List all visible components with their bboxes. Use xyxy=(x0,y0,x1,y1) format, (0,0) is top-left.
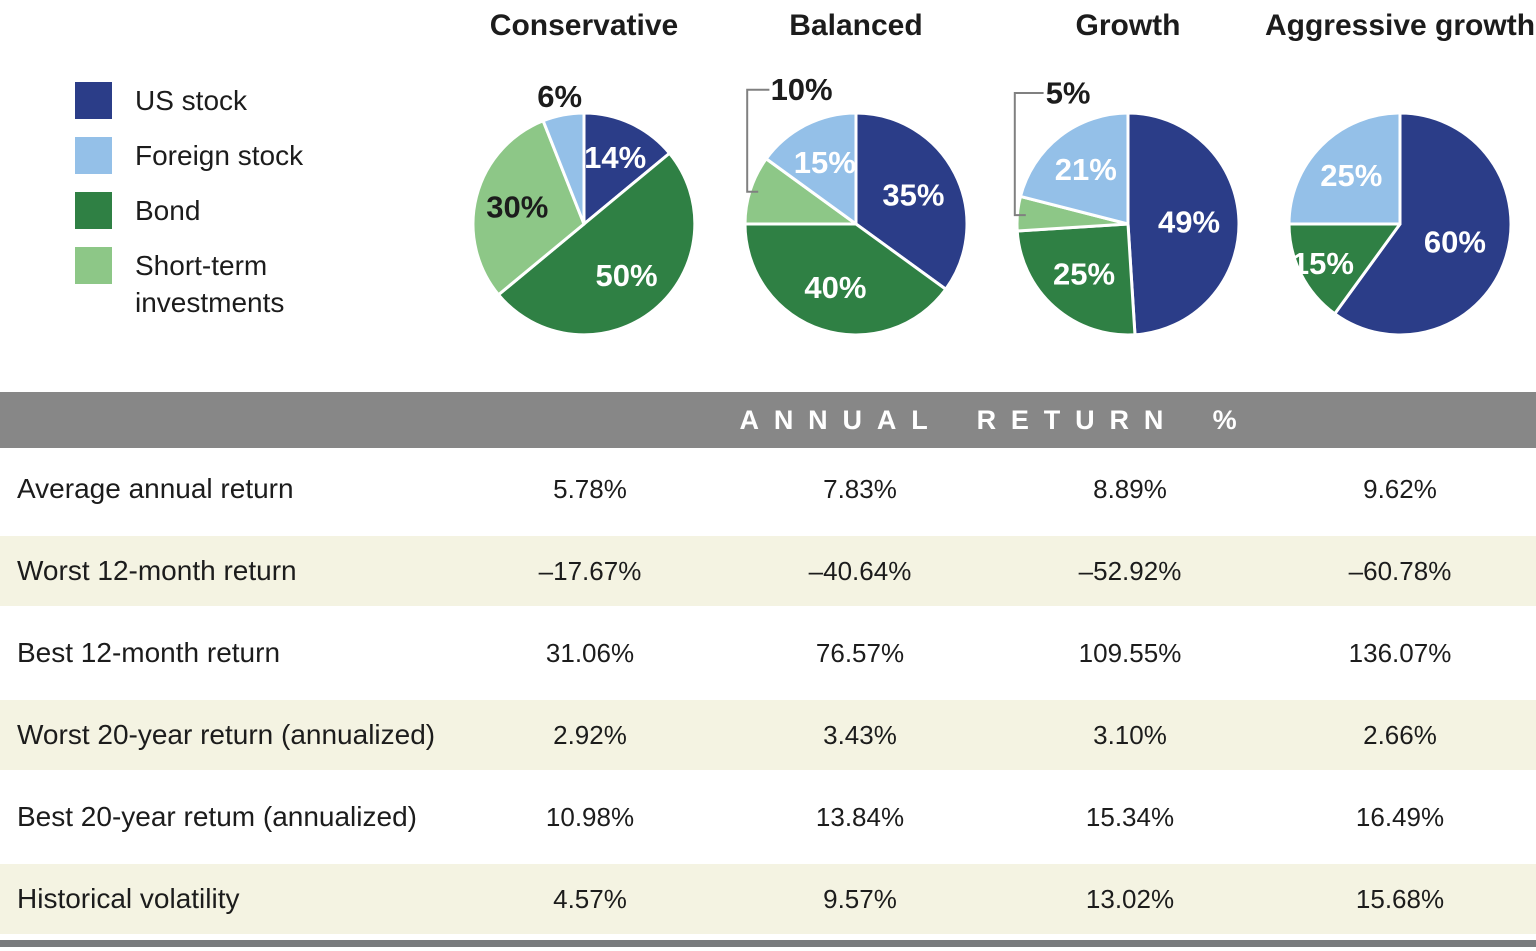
table-row-best-20-year-return xyxy=(0,776,1536,858)
table-header-band xyxy=(0,392,1536,448)
chart-title-balanced: Balanced xyxy=(789,9,923,42)
cell-balanced: 3.43% xyxy=(823,719,897,750)
cell-growth: 109.55% xyxy=(1078,637,1182,668)
cell-conservative: 5.78% xyxy=(553,473,627,504)
pie-slice-percentage-label: 35% xyxy=(882,177,945,213)
legend-label: Bond xyxy=(135,195,201,226)
pie-slice-percentage-label: 14% xyxy=(584,140,647,176)
cell-conservative: 31.06% xyxy=(545,637,635,668)
legend-item-bond xyxy=(75,192,335,229)
pie-slice-percentage-label: 30% xyxy=(486,189,549,225)
row-label: Historical volatility xyxy=(17,883,240,914)
legend-item-short-term-investments xyxy=(75,247,335,321)
table-row-historical-volatility xyxy=(0,858,1536,940)
cell-conservative: 10.98% xyxy=(545,801,635,832)
cell-balanced: –40.64% xyxy=(808,555,912,586)
pie-slice-percentage-label: 15% xyxy=(1291,245,1354,281)
pie-charts-row xyxy=(448,0,1536,338)
charts-section xyxy=(0,0,1536,392)
pie-chart-conservative xyxy=(448,0,720,338)
pie-slice-percentage-label: 50% xyxy=(595,257,658,293)
pie-chart-aggressive-growth xyxy=(1264,0,1536,338)
cell-growth: 8.89% xyxy=(1093,473,1167,504)
table-row-worst-12-month-return xyxy=(0,530,1536,612)
pie-chart-growth xyxy=(992,0,1264,338)
pie-slice-percentage-label: 49% xyxy=(1157,204,1221,240)
table-row-worst-20-year-return xyxy=(0,694,1536,776)
cell-balanced: 9.57% xyxy=(823,883,897,914)
aggressive-growth-pie-svg xyxy=(1280,66,1520,338)
cell-balanced: 7.83% xyxy=(823,473,897,504)
pie-slice-percentage-label: 10% xyxy=(770,72,833,108)
cell-aggressive-growth: 136.07% xyxy=(1348,637,1452,668)
row-label: Average annual return xyxy=(17,473,294,504)
chart-title-growth: Growth xyxy=(1075,9,1181,42)
cell-balanced: 76.57% xyxy=(815,637,905,668)
short-term-investments-swatch-icon xyxy=(75,247,112,284)
bond-swatch-icon xyxy=(75,192,112,229)
cell-balanced: 13.84% xyxy=(815,801,905,832)
cell-growth: 3.10% xyxy=(1093,719,1167,750)
conservative-pie-svg xyxy=(464,66,704,338)
cell-growth: 13.02% xyxy=(1085,883,1175,914)
table-header-label: ANNUAL RETURN % xyxy=(739,405,1252,435)
cell-aggressive-growth: 9.62% xyxy=(1363,473,1437,504)
pie-slice-percentage-label: 60% xyxy=(1423,224,1486,260)
row-label: Worst 20-year return (annualized) xyxy=(17,719,436,750)
legend-item-foreign-stock xyxy=(75,137,335,174)
cell-aggressive-growth: 2.66% xyxy=(1363,719,1437,750)
row-label: Best 12-month return xyxy=(17,637,281,668)
growth-pie-svg xyxy=(1008,66,1248,338)
table-row-best-12-month-return xyxy=(0,612,1536,694)
row-label: Worst 12-month return xyxy=(17,555,297,586)
table-row-average-annual-return xyxy=(0,448,1536,530)
row-label: Best 20-year retum (annualized) xyxy=(17,801,417,832)
returns-table xyxy=(0,392,1536,947)
pie-chart-balanced xyxy=(720,0,992,338)
cell-growth: –52.92% xyxy=(1078,555,1182,586)
cell-aggressive-growth: –60.78% xyxy=(1348,555,1452,586)
pie-slice-percentage-label: 5% xyxy=(1045,75,1091,111)
balanced-pie-svg xyxy=(736,66,976,338)
pie-slice-percentage-label: 25% xyxy=(1052,256,1116,292)
us-stock-swatch-icon xyxy=(75,82,112,119)
cell-conservative: 4.57% xyxy=(553,883,627,914)
cell-aggressive-growth: 15.68% xyxy=(1355,883,1445,914)
chart-title-aggressive-growth: Aggressive growth xyxy=(1264,9,1536,42)
pie-slice-percentage-label: 15% xyxy=(793,145,856,181)
cell-conservative: –17.67% xyxy=(538,555,642,586)
cell-growth: 15.34% xyxy=(1085,801,1175,832)
legend-label: Foreign stock xyxy=(135,140,304,171)
pie-slice-percentage-label: 6% xyxy=(537,78,583,114)
pie-slice-percentage-label: 21% xyxy=(1054,152,1117,188)
legend-label: Short-term investments xyxy=(135,250,285,318)
legend xyxy=(75,82,335,339)
pie-slice-percentage-label: 25% xyxy=(1320,157,1383,193)
bottom-bar xyxy=(0,940,1536,947)
pie-slice-percentage-label: 40% xyxy=(804,269,867,305)
foreign-stock-swatch-icon xyxy=(75,137,112,174)
cell-aggressive-growth: 16.49% xyxy=(1355,801,1445,832)
cell-conservative: 2.92% xyxy=(553,719,627,750)
legend-item-us-stock xyxy=(75,82,335,119)
chart-title-conservative: Conservative xyxy=(489,9,679,42)
legend-label: US stock xyxy=(135,85,248,116)
